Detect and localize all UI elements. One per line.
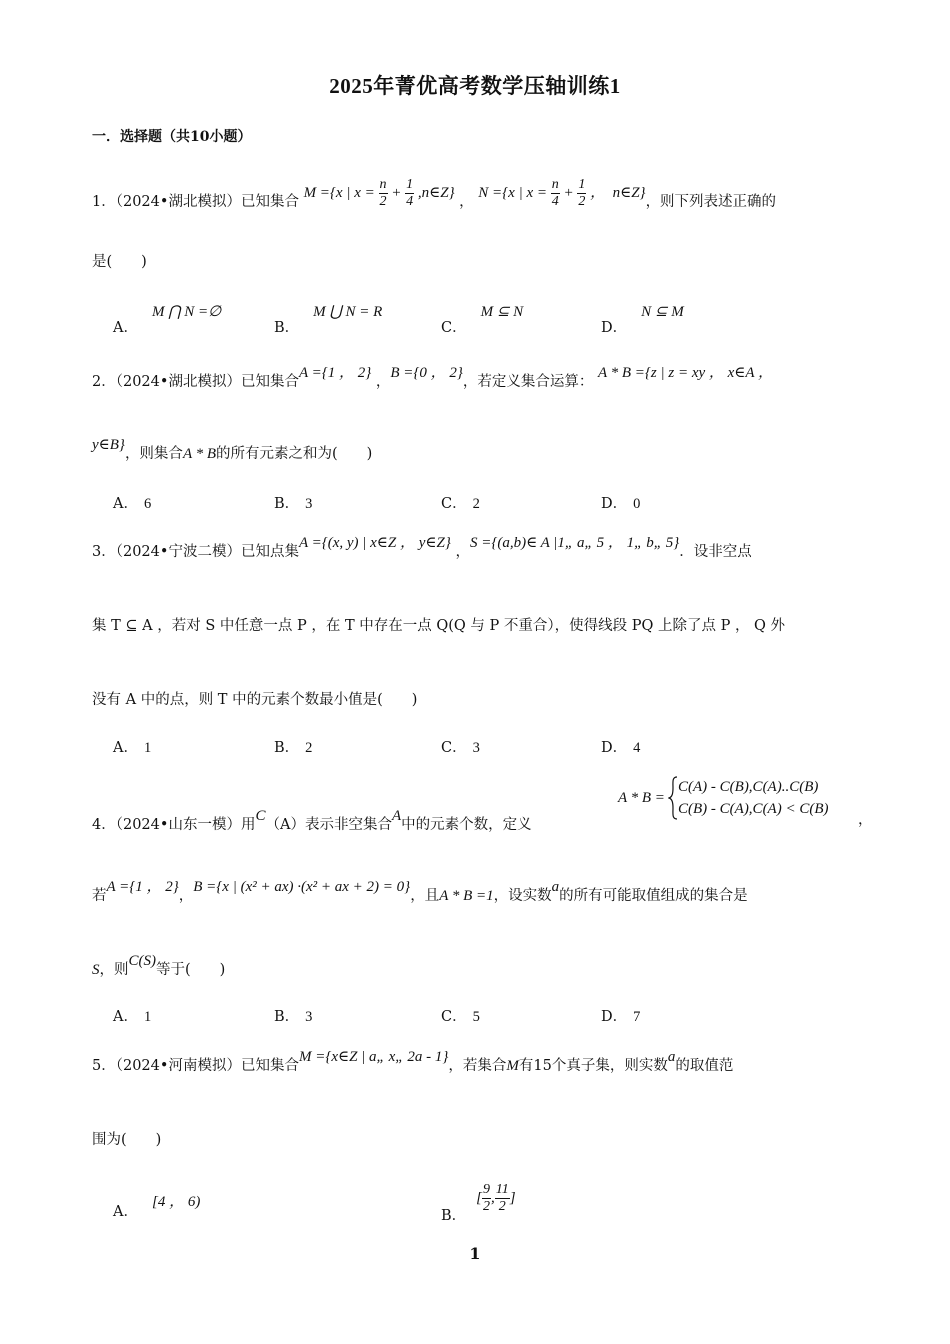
q4-option-a[interactable]: A． 1	[113, 1009, 152, 1025]
piecewise-lhs: A * B =	[618, 790, 665, 806]
document-page: 2025年菁优高考数学压轴训练1 一．选择题（共10小题） 1．（2024•湖北模拟）已知集合 M ={x | x = $\frac{n}{2}$ + $\frac{1}{4}$ ,n∈Z} ， N ={x | x = $\frac{n}{4}$ + $\frac{1}{2}$ ， n∈Z}，则下列表述正确的 是( ) A．M ⋂ N =∅ B．M ⋃ N = R C．M ⊆ N D．N ⊆ M 2．（2024•湖北模拟）已知集合A ={1 ， 2} ，B ={0 ， 2}，若定义集合运算： A * B ={z | z = xy ， x∈A ， y∈B}，则集合A * B的所有元素之和为( ) A． 6 B． 3 C． 2 D． 0 3．（2024•宁波二模）已知点集A ={(x, y) | x∈Z ， y∈Z} ，S ={(a,b)∈ A |1„ a„ 5 ， 1„ b„ 5}．设非空点 集 T ⊆ A ，若对 S 中任意一点 P ，在 T 中存在一点 Q(Q 与 P 不重合），使得线段 PQ 上除了点 P ， Q 外 没有 A 中的点，则 T 中的元素个数最小值是( ) A． 1 B． 2 C． 3 D． 4 4．（2024•山东一模）用C（A）表示非空集合A中的元素个数，定义 A * B = C(A) - C(B),C(A)..C(B) C(B) - C(A),C(A) < C(B) ， 若A ={1 ， 2}，B ={x | (x² + ax) ·(x² + ax + 2) = 0}，且A * B =1，设实数a的所有可能取值组成的集合是 S，则C(S)等于( ) A． 1 B． 3 C． 5 D． 7 5．（2024•河南模拟）已知集合M ={x∈Z | a„ x„ 2a - 1}，若集合M有15个真子集，则实数a的取值范 围为( ) A．[4 ， 6) B．[ $\frac{9}{2}$ , $\frac{11}{2}$ ] 1	[0, 0, 950, 1344]
q4-option-c[interactable]: C． 5	[441, 1009, 480, 1025]
set-s-formula: S ={(a,b)∈ A |1„ a„ 5 ， 1„ b„ 5}	[469, 535, 680, 551]
piecewise-cases	[678, 776, 829, 820]
case-2: C(B) - C(A),C(A) < C(B)	[678, 801, 829, 817]
set-n-formula: N ={x | x = $\frac{n}{4}$ + $\frac{1}{2}$ ， n∈Z}	[478, 177, 646, 209]
question-1-line-2: 是( )	[92, 254, 147, 270]
set-a-formula: A ={1 ， 2}	[298, 365, 372, 381]
page-number: 1	[469, 1244, 481, 1263]
question-3-line-2: 集 T ⊆ A ，若对 S 中任意一点 P ，在 T 中存在一点 Q(Q 与 P 不重合），使得线段 PQ 上除了点 P ， Q 外	[92, 618, 786, 634]
q1-option-d[interactable]: D．N ⊆ M	[601, 304, 684, 336]
question-3-line-3: 没有 A 中的点，则 T 中的元素个数最小值是( )	[92, 692, 418, 708]
set-a-formula: A ={(x, y) | x∈Z ， y∈Z}	[298, 535, 451, 551]
q4-option-b[interactable]: B． 3	[274, 1009, 313, 1025]
q2-option-a[interactable]: A． 6	[113, 496, 152, 512]
q1-option-a[interactable]: A．M ⋂ N =∅	[113, 304, 222, 336]
question-5-line-1: 5．（2024•河南模拟）已知集合M ={x∈Z | a„ x„ 2a - 1}，若集合M有15个真子集，则实数a的取值范	[92, 1049, 734, 1074]
q2-option-d[interactable]: D． 0	[601, 496, 641, 512]
q3-option-a[interactable]: A． 1	[113, 740, 152, 756]
question-number: 1．	[92, 193, 116, 210]
set-m-formula: M ={x | x = $\frac{n}{2}$ + $\frac{1}{4}$ ,n∈Z}	[303, 177, 455, 209]
left-brace-icon	[668, 776, 678, 820]
question-4-line-3: S，则C(S)等于( )	[92, 953, 226, 978]
set-m-formula: M ={x∈Z | a„ x„ 2a - 1}	[298, 1049, 449, 1065]
operation-formula: A * B ={z | z = xy ， x∈A ，	[597, 365, 774, 381]
q5-option-b[interactable]: B．[ $\frac{9}{2}$ , $\frac{11}{2}$ ]	[441, 1182, 516, 1224]
q3-option-b[interactable]: B． 2	[274, 740, 313, 756]
q5-option-a[interactable]: A．[4 ， 6)	[113, 1194, 201, 1220]
question-4-line-1: 4．（2024•山东一模）用C（A）表示非空集合A中的元素个数，定义	[92, 808, 532, 833]
q1-option-c[interactable]: C．M ⊆ N	[441, 304, 524, 336]
q3-option-c[interactable]: C． 3	[441, 740, 480, 756]
question-1-line-1: 1．（2024•湖北模拟）已知集合 M ={x | x = $\frac{n}{2}$ + $\frac{1}{4}$ ,n∈Z} ， N ={x | x = $\frac{n}{4}$ + $\frac{1}{2}$ ， n∈Z}，则下列表述正确的	[92, 177, 777, 210]
q4-option-d[interactable]: D． 7	[601, 1009, 641, 1025]
page-title: 2025年菁优高考数学压轴训练1	[329, 74, 621, 98]
q2-option-c[interactable]: C． 2	[441, 496, 480, 512]
section-heading: 一．选择题（共10小题）	[92, 129, 252, 145]
fraction-interval: [ $\frac{9}{2}$ , $\frac{11}{2}$ ]	[476, 1182, 516, 1214]
question-5-line-2: 围为( )	[92, 1132, 162, 1148]
question-text: ，则下列表述正确的	[645, 193, 777, 210]
case-1: C(A) - C(B),C(A)..C(B)	[678, 779, 819, 795]
q2-option-b[interactable]: B． 3	[274, 496, 313, 512]
question-3-line-1: 3．（2024•宁波二模）已知点集A ={(x, y) | x∈Z ， y∈Z} ，S ={(a,b)∈ A |1„ a„ 5 ， 1„ b„ 5}．设非空点	[92, 535, 752, 560]
question-2-line-2: y∈B}，则集合A * B的所有元素之和为( )	[92, 437, 373, 462]
q3-option-d[interactable]: D． 4	[601, 740, 641, 756]
question-4-line-2: 若A ={1 ， 2}，B ={x | (x² + ax) ·(x² + ax + 2) = 0}，且A * B =1，设实数a的所有可能取值组成的集合是	[92, 879, 748, 904]
question-source: （2024•湖北模拟）已知集合	[115, 193, 299, 210]
question-2-line-1: 2．（2024•湖北模拟）已知集合A ={1 ， 2} ，B ={0 ， 2}，若定义集合运算： A * B ={z | z = xy ， x∈A ，	[92, 365, 774, 390]
set-b-formula: B ={0 ， 2}	[390, 365, 463, 381]
q1-option-b[interactable]: B．M ⋃ N = R	[274, 304, 383, 336]
